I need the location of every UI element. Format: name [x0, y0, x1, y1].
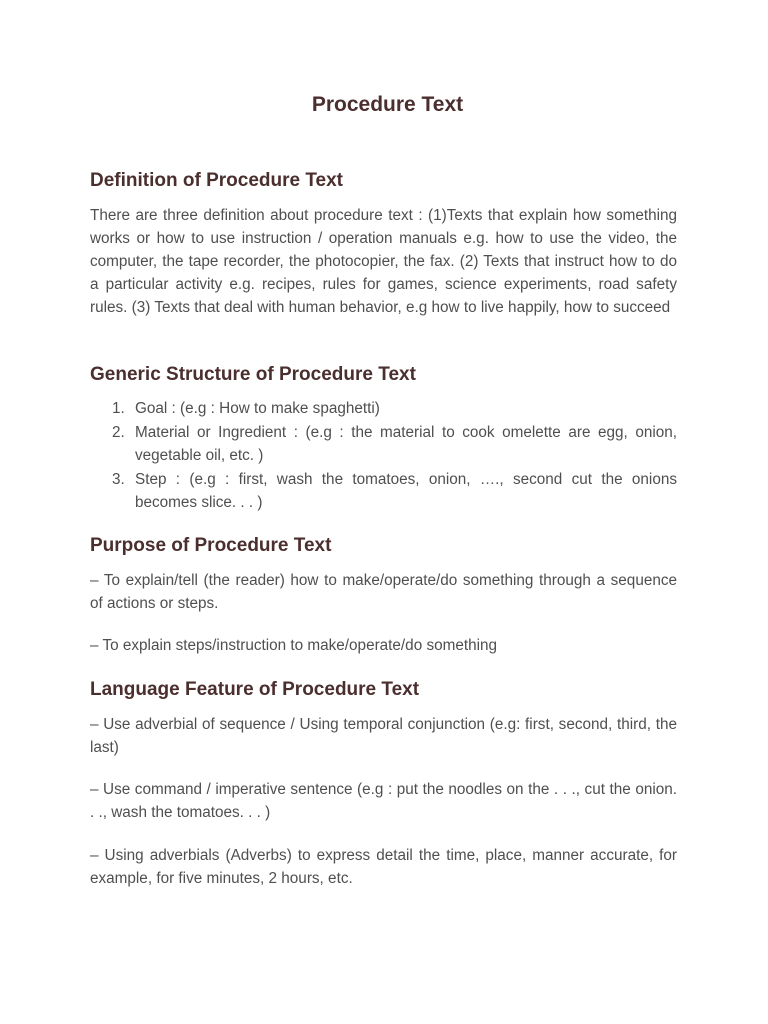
list-item-text: Goal : (e.g : How to make spaghetti) [135, 400, 380, 417]
purpose-heading: Purpose of Procedure Text [90, 535, 332, 556]
list-item [90, 468, 677, 514]
list-item-text: Material or Ingredient : (e.g : the material to cook omelette are egg, onion, vegetable oil, etc. ) [135, 424, 677, 464]
language-paragraph: – Use command / imperative sentence (e.g : put the noodles on the . . ., cut the onion. . ., wash the tomatoes. . . ) [90, 781, 677, 821]
list-item [90, 421, 677, 467]
purpose-paragraph: – To explain/tell (the reader) how to make/operate/do something through a sequence of actions or steps. [90, 572, 677, 612]
definition-heading: Definition of Procedure Text [90, 170, 344, 191]
list-item [90, 397, 677, 420]
structure-heading: Generic Structure of Procedure Text [90, 364, 416, 385]
list-item-number: 3. [112, 471, 125, 488]
purpose-paragraph: – To explain steps/instruction to make/operate/do something [90, 637, 498, 654]
list-item-number: 2. [112, 424, 125, 441]
list-item-text: Step : (e.g : first, wash the tomatoes, onion, …., second cut the onions becomes slice. . . ) [135, 471, 677, 511]
definition-paragraph: There are three definition about procedure text : (1)Texts that explain how something works or how to use instruction / operation manuals e.g. how to use the video, the computer, the tape recorder, the photocopier, the fax. (2) Texts that instruct how to do a particular activity e.g. recipes, rules for games, science experiments, road safety rules. (3) Texts that deal with human behavior, e.g how to live happily, how to succeed [90, 207, 677, 316]
list-item-number: 1. [112, 400, 125, 417]
page-title: Procedure Text [311, 93, 464, 116]
language-paragraph: – Using adverbials (Adverbs) to express detail the time, place, manner accurate, for example, for five minutes, 2 hours, etc. [90, 847, 677, 887]
language-paragraph: – Use adverbial of sequence / Using temporal conjunction (e.g: first, second, third, the last) [90, 716, 677, 756]
language-heading: Language Feature of Procedure Text [90, 679, 420, 700]
structure-list [90, 397, 677, 515]
